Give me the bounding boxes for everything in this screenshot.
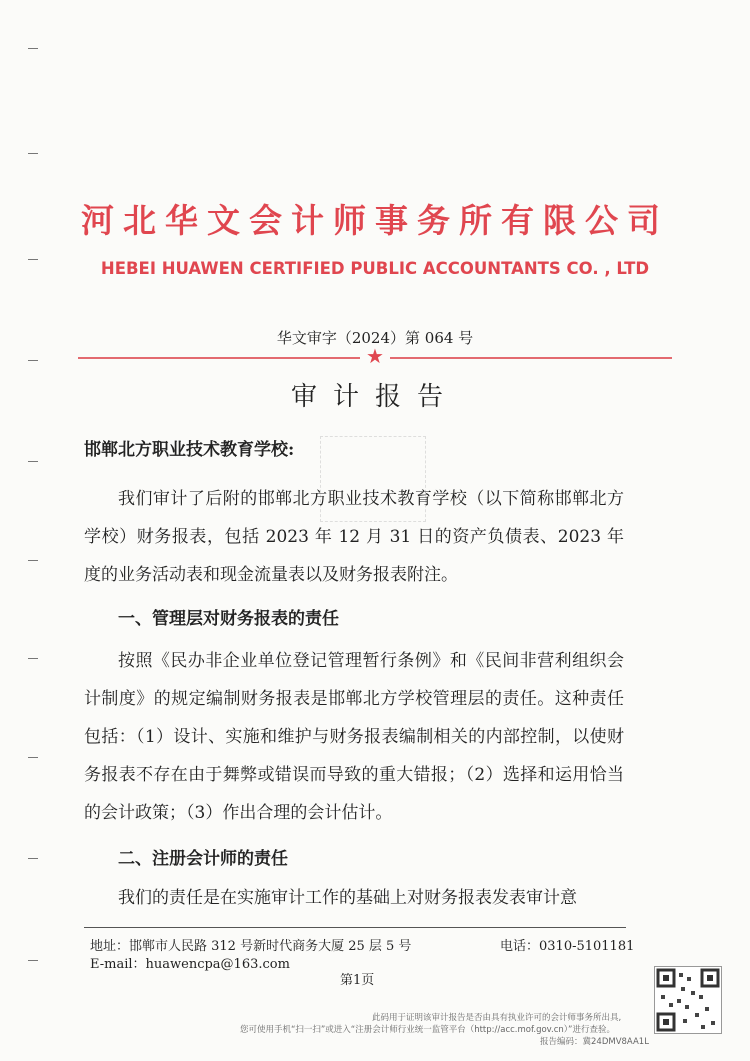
- qr-code-icon[interactable]: [654, 966, 722, 1034]
- margin-tick: [28, 858, 38, 859]
- margin-tick: [28, 153, 38, 154]
- header-rule-left: [78, 357, 360, 359]
- margin-tick: [28, 658, 38, 659]
- firm-name-chinese: 河北华文会计师事务所有限公司: [81, 201, 669, 240]
- management-responsibility-paragraph: 按照《民办非企业单位登记管理暂行条例》和《民间非营利组织会计制度》的规定编制财务报表是邯郸北方学校管理层的责任。这种责任包括：（1）设计、实施和维护与财务报表编制相关的内部控制，以使财务报表不存在由于舞弊或错误而导致的重大错报；（2）选择和运用恰当的会计政策；（3）作出合理的会计估计。: [84, 651, 624, 823]
- report-title: 审计报告: [290, 382, 459, 412]
- auditor-responsibility-paragraph: 我们的责任是在实施审计工作的基础上对财务报表发表审计意: [118, 888, 577, 908]
- firm-name-english: HEBEI HUAWEN CERTIFIED PUBLIC ACCOUNTANTS CO. , LTD: [100, 259, 650, 278]
- margin-tick: [28, 48, 38, 49]
- margin-tick: [28, 461, 38, 462]
- verification-note-line1: 此码用于证明该审计报告是否由具有执业许可的会计师事务所出具,: [372, 1013, 622, 1023]
- footer-email: E-mail：huawencpa@163.com: [90, 957, 290, 972]
- margin-tick: [28, 560, 38, 561]
- footer-address: 地址：邯郸市人民路 312 号新时代商务大厦 25 层 5 号: [90, 939, 412, 954]
- page-number: 第1页: [340, 973, 375, 988]
- report-reference-number: 华文审字（2024）第 064 号: [276, 329, 474, 347]
- footer-rule: [84, 927, 626, 928]
- report-code: 报告编码：冀24DMV8AA1L: [540, 1037, 649, 1047]
- intro-paragraph: 我们审计了后附的邯郸北方职业技术教育学校（以下简称邯郸北方学校）财务报表，包括 2023 年 12 月 31 日的资产负债表、2023 年度的业务活动表和现金流量表以及财务报表附注。: [84, 489, 624, 585]
- section-heading-auditor: 二、注册会计师的责任: [118, 849, 288, 869]
- margin-tick: [28, 960, 38, 961]
- verification-note-line2: 您可使用手机“扫一扫”或进入“注册会计师行业统一监管平台（http://acc.mof.gov.cn）”进行查验。: [240, 1025, 615, 1035]
- star-icon: ★: [366, 344, 384, 368]
- margin-tick: [28, 360, 38, 361]
- header-rule-right: [390, 357, 672, 359]
- margin-tick: [28, 757, 38, 758]
- footer-phone: 电话：0310-5101181: [500, 939, 635, 954]
- section-heading-management: 一、管理层对财务报表的责任: [118, 609, 339, 629]
- addressee: 邯郸北方职业技术教育学校:: [84, 440, 295, 460]
